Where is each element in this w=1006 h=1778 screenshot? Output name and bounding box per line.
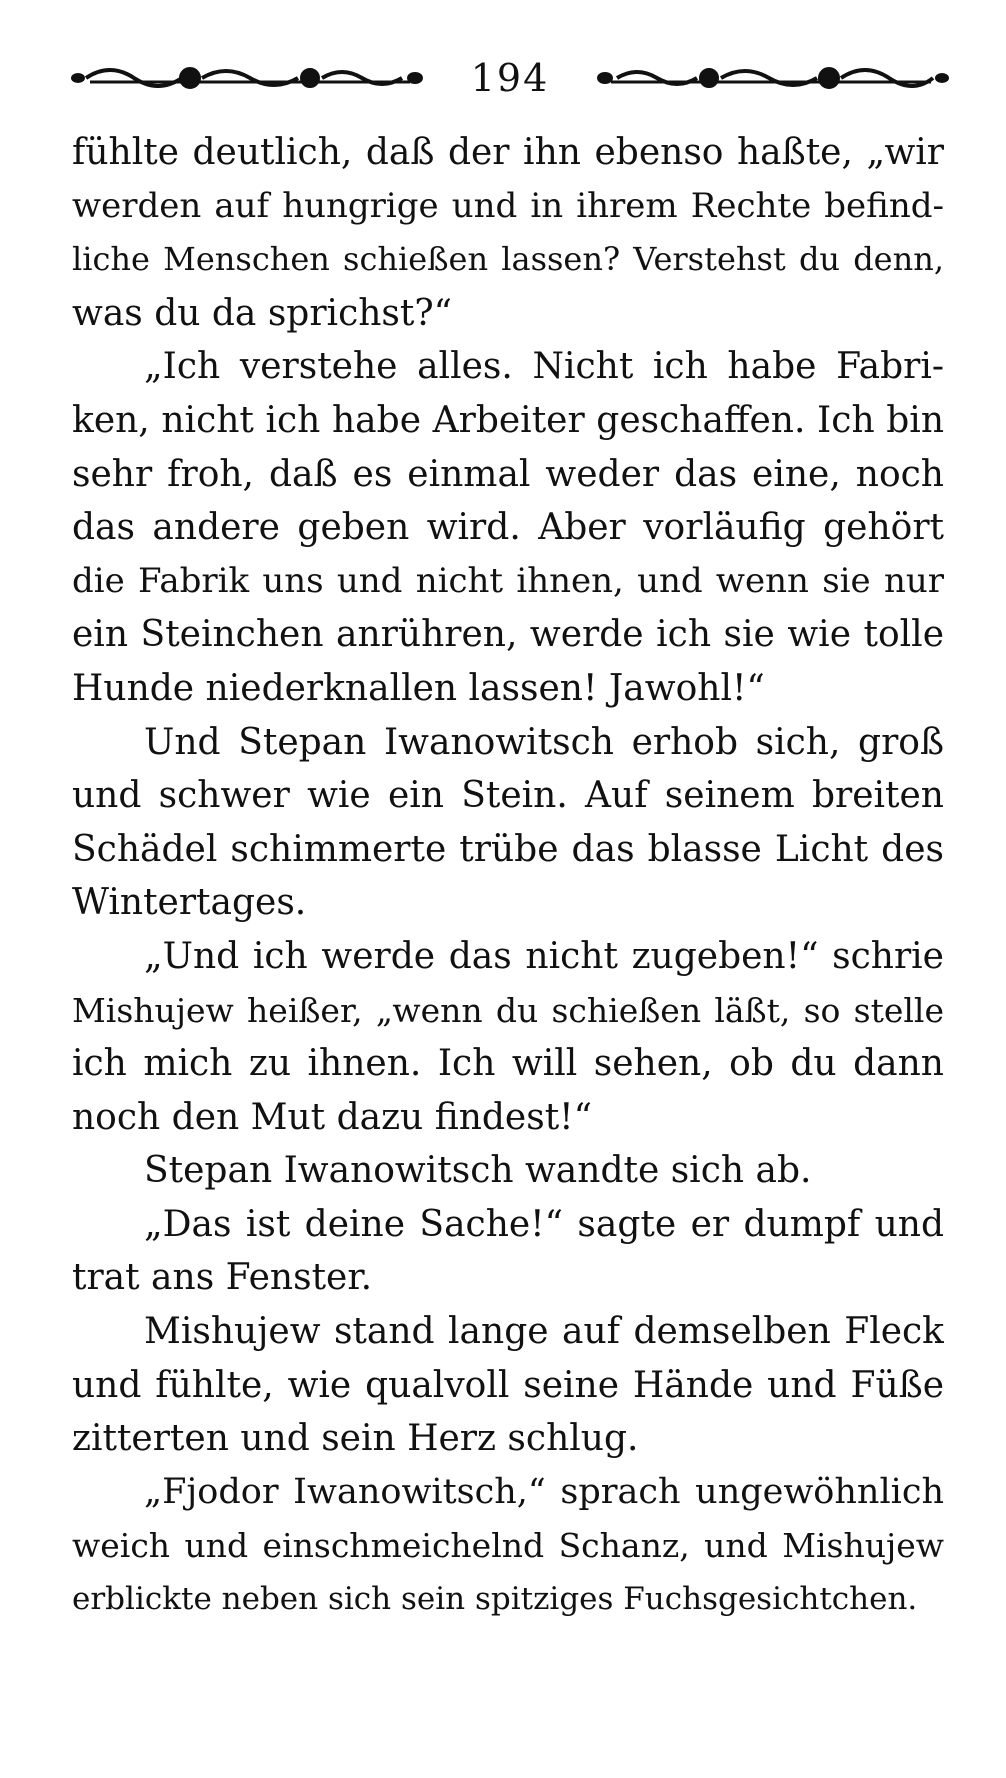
text-line: „Fjodor Iwanowitsch,“ sprach ungewöhnlich (144, 1471, 944, 1512)
text-line: werden auf hungrige und in ihrem Rechte befind- (72, 185, 944, 226)
text-line: ich mich zu ihnen. Ich will sehen, ob du dann (72, 1043, 944, 1085)
text-line: das andere geben wird. Aber vorläufig gehört (72, 507, 944, 549)
text-line: fühlte deutlich, daß der ihn ebenso haßte, „wir (72, 132, 944, 173)
text-line: weich und einschmeichelnd Schanz, und Mishujew (72, 1526, 944, 1566)
text-line: Mishujew stand lange auf demselben Fleck (144, 1311, 944, 1353)
text-line: „Ich verstehe alles. Nicht ich habe Fabri- (144, 346, 944, 388)
text-line: „Und ich werde das nicht zugeben!“ schrie (144, 935, 944, 977)
ornament-left-icon (70, 58, 425, 98)
text-line: Wintertages. (72, 882, 307, 924)
text-line: Mishujew heißer, „wenn du schießen läßt, so stelle (72, 990, 944, 1030)
text-line: Und Stepan Iwanowitsch erhob sich, groß (144, 721, 944, 763)
page-number: 194 (470, 56, 550, 100)
page-header (70, 48, 950, 108)
text-line: trat ans Fenster. (72, 1257, 373, 1299)
text-line: ken, nicht ich habe Arbeiter geschaffen. Ich bin (72, 399, 944, 441)
text-line: die Fabrik uns und nicht ihnen, und wenn sie nur (72, 560, 944, 601)
text-line: zitterten und sein Herz schlug. (72, 1418, 639, 1460)
text-line: Schädel schimmerte trübe das blasse Licht des (72, 828, 944, 870)
text-line: ein Steinchen anrühren, werde ich sie wie tolle (72, 614, 944, 656)
text-line: was du da sprichst?“ (72, 292, 453, 334)
text-line: und fühlte, wie qualvoll seine Hände und Füße (72, 1364, 944, 1406)
ornament-right-icon (595, 58, 950, 98)
text-line: und schwer wie ein Stein. Auf seinem breiten (72, 775, 944, 817)
text-line: Hunde niederknallen lassen! Jawohl!“ (72, 667, 765, 709)
text-line: liche Menschen schießen lassen? Verstehst du denn, (72, 240, 944, 279)
text-line: erblickte neben sich sein spitziges Fuchsgesichtchen. (72, 1581, 918, 1618)
body-text (72, 126, 944, 1627)
text-line: „Das ist deine Sache!“ sagte er dumpf und (144, 1203, 944, 1245)
text-line: Stepan Iwanowitsch wandte sich ab. (144, 1150, 812, 1192)
text-line: sehr froh, daß es einmal weder das eine, noch (72, 453, 944, 495)
text-line: noch den Mut dazu findest!“ (72, 1096, 593, 1138)
